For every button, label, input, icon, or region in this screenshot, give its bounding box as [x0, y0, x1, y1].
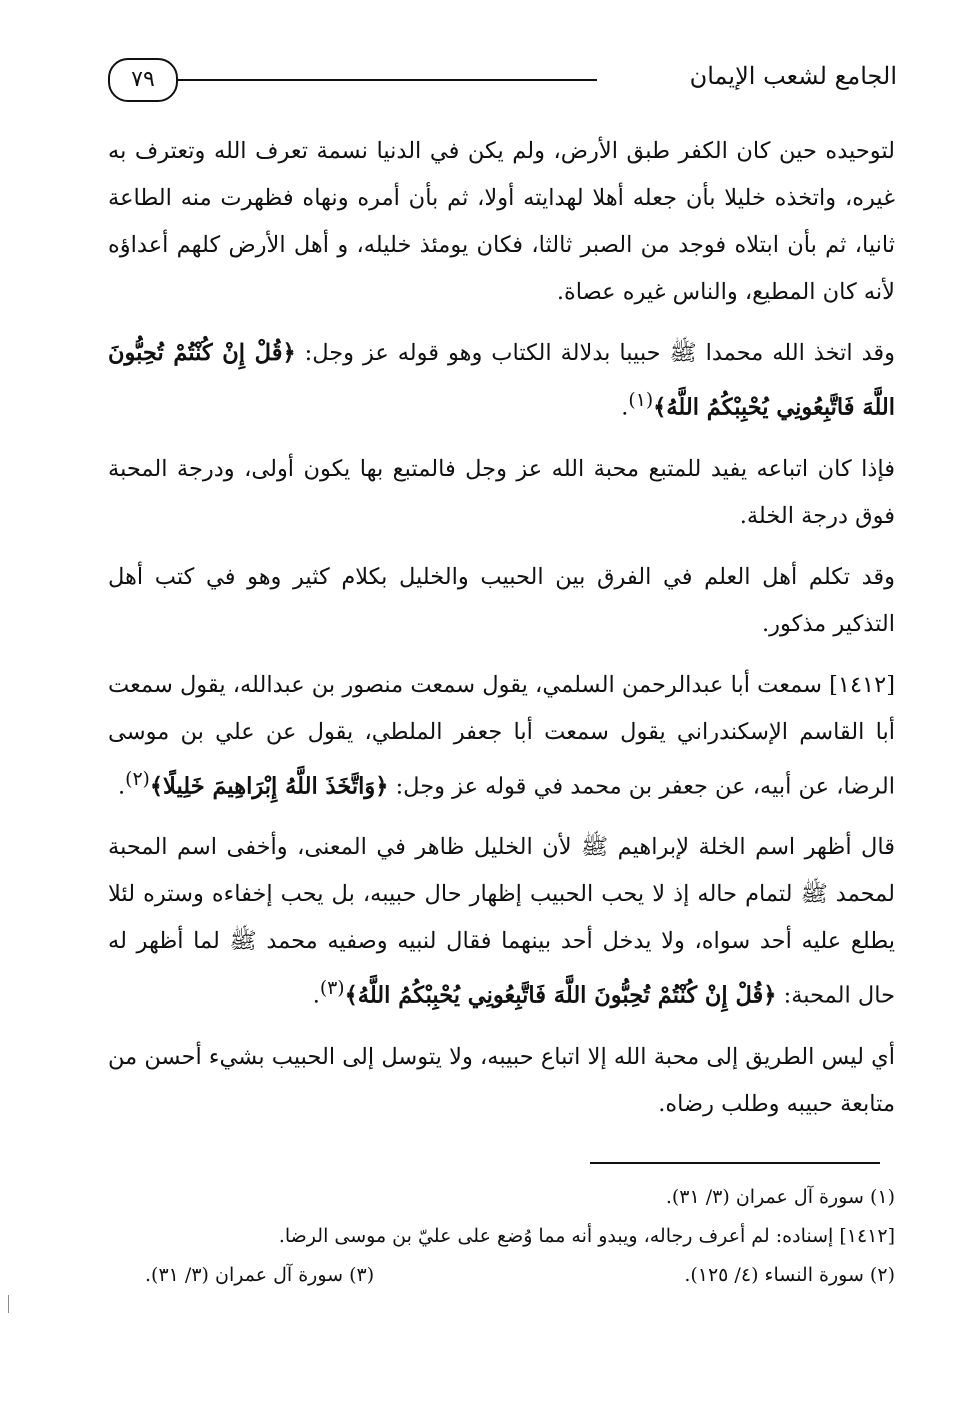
paragraph-5: [108, 662, 895, 811]
paragraph-2: [108, 330, 895, 432]
paragraph-6-text: قال أظهر اسم الخلة لإبراهيم ﷺ لأن الخليل ظاهر في المعنى، وأخفى اسم المحبة لمحمد ﷺ لتمام حاله إذ لا يحب الحبيب إظهار حال حبيبه، بل يحب إخفاءه وستره لئلا يطلع عليه أحد سواه، ولا يدخل أحد بينهما فقال لنبيه وصفيه محمد ﷺ لما أظهر له حال المحبة:: [108, 834, 895, 1009]
paragraph-6-end: .: [312, 982, 320, 1009]
body-text: [108, 128, 895, 1128]
paragraph-5-text: [١٤١٢] سمعت أبا عبدالرحمن السلمي، يقول سمعت منصور بن عبدالله، يقول سمعت أبا القاسم الإسكندراني يقول سمعت أبا جعفر الملطي، يقول عن علي بن موسى الرضا، عن أبيه، عن جعفر بن محمد في قوله عز وجل:: [108, 671, 895, 799]
page-number: ٧٩: [108, 58, 178, 102]
footnote-1412: [١٤١٢] إسناده: لم أعرف رجاله، ويبدو أنه مما وُضع على عليّ بن موسى الرضا.: [278, 1225, 895, 1247]
header-rule: [178, 79, 597, 81]
footnote-separator: [590, 1162, 880, 1164]
quran-verse-2: ﴿وَاتَّخَذَ اللَّهُ إِبْرَاهِيمَ خَلِيلًا﴾: [149, 773, 389, 799]
quran-verse-1: ﴿قُلْ إِنْ كُنْتُمْ تُحِبُّونَ اللَّهَ فَاتَّبِعُونِي يُحْبِبْكُمُ اللَّهُ﴾: [108, 340, 895, 421]
paragraph-7: أي ليس الطريق إلى محبة الله إلا اتباع حبيبه، ولا يتوسل إلى الحبيب بشيء أحسن من متابعة حبيبه وطلب رضاه.: [108, 1043, 895, 1117]
footnotes: [145, 1178, 895, 1295]
footnote-ref-1[interactable]: (١): [628, 390, 654, 411]
footnote-ref-2[interactable]: (٢): [125, 768, 150, 790]
footnote-1: (١) سورة آل عمران (٣/ ٣١).: [665, 1186, 895, 1208]
margin-mark: [8, 1295, 9, 1313]
paragraph-3: فإذا كان اتباعه يفيد للمتبع محبة الله عز وجل فالمتبع بها يكون أولى، ودرجة المحبة فوق درجة الخلة.: [108, 455, 895, 529]
footnote-row: [145, 1256, 895, 1295]
footnote-3: (٣) سورة آل عمران (٣/ ٣١).: [145, 1264, 375, 1286]
paragraph-5-end: .: [117, 773, 126, 799]
paragraph-2-text: وقد اتخذ الله محمدا ﷺ حبيبا بدلالة الكتاب وهو قوله عز وجل:: [295, 340, 896, 366]
quran-verse-3: ﴿قُلْ إِنْ كُنْتُمْ تُحِبُّونَ اللَّهَ فَاتَّبِعُونِي يُحْبِبْكُمُ اللَّهُ﴾: [344, 982, 777, 1009]
paragraph-6: [108, 824, 895, 1020]
page-header: [108, 58, 897, 108]
paragraph-4: وقد تكلم أهل العلم في الفرق بين الحبيب والخليل بكلام كثير وهو في كتب أهل التذكير مذكور.: [108, 563, 895, 637]
footnote-ref-3[interactable]: (٣): [319, 978, 345, 999]
running-title: الجامع لشعب الإيمان: [689, 62, 897, 90]
footnote-2: (٢) سورة النساء (٤/ ١٢٥).: [684, 1264, 895, 1286]
paragraph-2-end: .: [621, 394, 629, 421]
paragraph-1: لتوحيده حين كان الكفر طبق الأرض، ولم يكن في الدنيا نسمة تعرف الله وتعترف به غيره، واتخذه خليلا بأن جعله أهلا لهدايته أولا، ثم بأن أمره ونهاه فظهرت منه الطاعة ثانيا، ثم بأن ابتلاه فوجد من الصبر ثالثا، فكان يومئذ خليله، و أهل الأرض كلهم أعداؤه لأنه كان المطيع، والناس غيره عصاة.: [108, 138, 895, 305]
